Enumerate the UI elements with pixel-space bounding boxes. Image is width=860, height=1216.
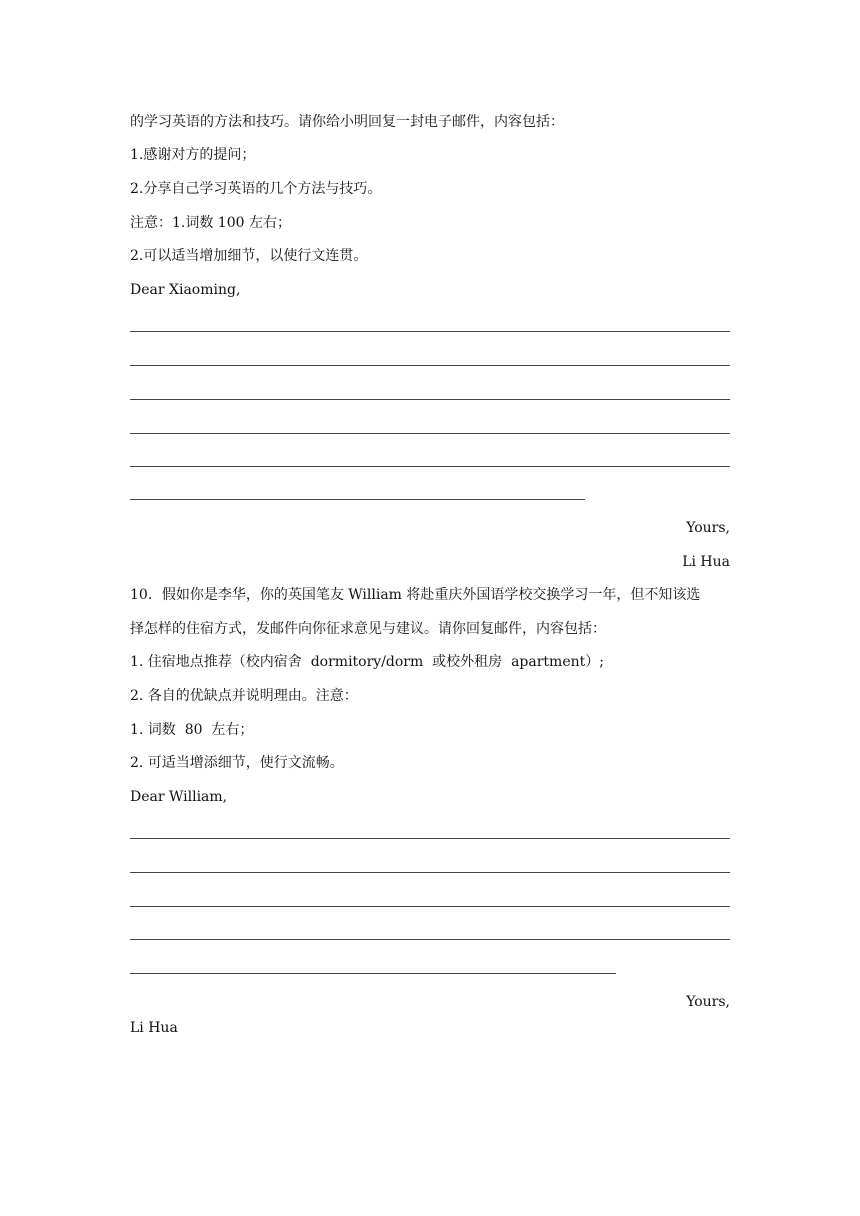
answer-line[interactable]	[130, 399, 730, 400]
task-intro-text: 的学习英语的方法和技巧。请你给小明回复一封电子邮件，内容包括：	[130, 114, 564, 130]
letter-signature: Li Hua	[130, 1020, 178, 1036]
requirement-1: 1. 住宿地点推荐（校内宿舍 dormitory/dorm 或校外租房 apartment）;	[130, 654, 604, 670]
answer-line[interactable]	[130, 499, 585, 500]
answer-line[interactable]	[130, 466, 730, 467]
answer-line[interactable]	[130, 973, 616, 974]
letter-greeting: Dear William,	[130, 789, 228, 805]
answer-line[interactable]	[130, 872, 730, 873]
letter-closing: Yours,	[686, 994, 730, 1010]
question-10-line-1: 10．假如你是李华，你的英国笔友 William 将赴重庆外国语学校交换学习一年，但不知该选	[130, 587, 701, 603]
note-1: 注意：1.词数 100 左右；	[130, 215, 291, 231]
requirement-1: 1.感谢对方的提问；	[130, 147, 256, 163]
answer-line[interactable]	[130, 906, 730, 907]
answer-line[interactable]	[130, 939, 730, 940]
requirement-2: 2.分享自己学习英语的几个方法与技巧。	[130, 181, 382, 197]
letter-greeting: Dear Xiaoming,	[130, 282, 241, 298]
note-1: 1. 词数 80 左右；	[130, 722, 254, 738]
note-2: 2.可以适当增加细节，以使行文连贯。	[130, 248, 368, 264]
letter-closing: Yours,	[686, 520, 730, 536]
letter-signature: Li Hua	[682, 554, 730, 570]
answer-line[interactable]	[130, 433, 730, 434]
answer-line[interactable]	[130, 365, 730, 366]
answer-line[interactable]	[130, 838, 730, 839]
requirement-2: 2. 各自的优缺点并说明理由。注意：	[130, 688, 358, 704]
question-10-line-2: 择怎样的住宿方式，发邮件向你征求意见与建议。请你回复邮件，内容包括：	[130, 621, 606, 637]
note-2: 2. 可适当增添细节，使行文流畅。	[130, 755, 344, 771]
answer-line[interactable]	[130, 331, 730, 332]
